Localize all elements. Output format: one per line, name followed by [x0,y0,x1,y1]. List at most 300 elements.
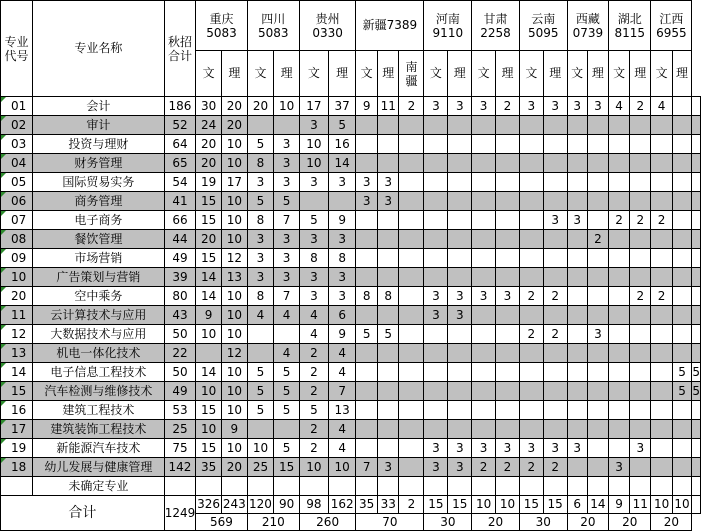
quota-cell: 3 [274,173,300,192]
quota-cell [630,325,651,344]
totals-label: 合计 [1,496,165,531]
quota-cell [496,230,520,249]
quota-cell [692,401,701,420]
quota-cell [496,420,520,439]
quota-cell [519,135,543,154]
header-li: 理 [377,51,399,97]
quota-cell [496,154,520,173]
quota-cell [448,344,472,363]
major-name: 建筑装饰工程技术 [33,420,165,439]
quota-cell [519,154,543,173]
header-province-henan: 河南 9110 [424,1,472,51]
quota-cell [543,268,567,287]
quota-cell [587,192,608,211]
major-total: 41 [164,192,196,211]
quota-cell: 10 [196,325,222,344]
quota-cell: 4 [274,306,300,325]
quota-cell: 3 [543,97,567,116]
quota-cell [496,249,520,268]
quota-cell: 3 [247,249,274,268]
quota-cell [543,192,567,211]
quota-cell: 25 [247,458,274,477]
quota-cell: 15 [196,401,222,420]
group-total: 210 [247,514,299,531]
quota-cell [377,154,399,173]
quota-cell: 20 [221,458,247,477]
quota-cell: 8 [299,249,328,268]
quota-cell [692,249,701,268]
quota-cell: 8 [377,287,399,306]
header-li: 理 [630,51,651,97]
quota-cell [651,363,672,382]
quota-cell [609,401,630,420]
major-total: 64 [164,135,196,154]
quota-cell [496,211,520,230]
major-total: 142 [164,458,196,477]
quota-cell [519,116,543,135]
totals-cell: 6 [567,496,587,514]
quota-cell [424,116,448,135]
quota-cell [672,325,692,344]
quota-cell: 10 [328,458,355,477]
quota-cell [274,116,300,135]
quota-cell: 3 [274,135,300,154]
quota-cell: 14 [196,287,222,306]
totals-row [1,496,701,514]
quota-cell [630,135,651,154]
quota-cell [196,344,222,363]
totals-cell: 15 [424,496,448,514]
quota-cell [587,287,608,306]
quota-cell: 10 [196,382,222,401]
quota-cell [519,306,543,325]
major-name: 机电一体化技术 [33,344,165,363]
totals-cell: 2 [399,496,424,514]
quota-cell [377,344,399,363]
quota-cell: 2 [630,97,651,116]
quota-cell [587,154,608,173]
quota-cell [651,173,672,192]
quota-cell [356,154,378,173]
quota-cell [567,325,587,344]
group-total: 20 [472,514,520,531]
quota-cell: 5 [274,439,300,458]
quota-cell: 4 [328,420,355,439]
table-row [1,382,701,401]
quota-cell [587,439,608,458]
quota-cell [692,439,701,458]
quota-cell [424,382,448,401]
quota-cell: 8 [247,154,274,173]
quota-cell: 10 [299,135,328,154]
quota-cell: 2 [399,97,424,116]
major-total: 44 [164,230,196,249]
major-code: 08 [1,230,33,249]
quota-cell [399,268,424,287]
quota-cell [356,439,378,458]
quota-cell [543,230,567,249]
quota-cell: 2 [519,458,543,477]
header-province-xinjiang: 新疆7389 [356,1,424,51]
quota-cell: 11 [377,97,399,116]
quota-cell [672,458,692,477]
quota-cell [472,249,496,268]
totals-cell [692,496,701,514]
quota-cell [274,420,300,439]
header-province-yunnan: 云南 5095 [519,1,567,51]
quota-cell [519,420,543,439]
quota-cell [672,420,692,439]
quota-cell: 3 [424,287,448,306]
quota-cell: 2 [299,344,328,363]
quota-cell [609,420,630,439]
totals-cell: 15 [448,496,472,514]
quota-cell: 10 [221,230,247,249]
quota-cell: 9 [356,97,378,116]
major-total: 75 [164,439,196,458]
quota-cell [567,230,587,249]
major-name: 建筑工程技术 [33,401,165,420]
quota-cell: 10 [221,306,247,325]
major-name: 广告策划与营销 [33,268,165,287]
totals-cell: 243 [221,496,247,514]
major-total: 43 [164,306,196,325]
quota-cell [587,173,608,192]
quota-cell [692,458,701,477]
quota-cell [567,116,587,135]
group-total: 20 [609,514,651,531]
quota-cell [630,173,651,192]
table-row [1,249,701,268]
quota-cell [609,249,630,268]
quota-cell: 3 [377,458,399,477]
table-row [1,325,701,344]
quota-cell [399,458,424,477]
quota-cell: 12 [221,344,247,363]
quota-cell [587,477,608,496]
quota-cell: 17 [299,97,328,116]
quota-cell [424,230,448,249]
quota-cell: 9 [328,211,355,230]
quota-cell [651,325,672,344]
quota-cell [630,192,651,211]
quota-cell [247,344,274,363]
quota-cell [472,325,496,344]
quota-cell: 8 [247,287,274,306]
header-li: 理 [587,51,608,97]
quota-cell: 10 [299,458,328,477]
quota-cell [496,135,520,154]
table-row [1,401,701,420]
header-wen: 文 [609,51,630,97]
quota-cell: 10 [221,401,247,420]
quota-cell [448,268,472,287]
totals-cell: 11 [630,496,651,514]
major-name: 审计 [33,116,165,135]
quota-cell [630,458,651,477]
quota-cell [356,268,378,287]
major-name: 国际贸易实务 [33,173,165,192]
quota-cell: 2 [587,230,608,249]
quota-cell [609,135,630,154]
quota-cell: 3 [519,97,543,116]
table-row [1,173,701,192]
quota-cell: 2 [630,211,651,230]
quota-cell [587,420,608,439]
header-wen: 文 [472,51,496,97]
header-li: 理 [672,51,692,97]
quota-cell: 2 [496,458,520,477]
major-code: 06 [1,192,33,211]
quota-cell [448,173,472,192]
quota-cell [587,211,608,230]
quota-cell [567,363,587,382]
quota-cell: 3 [519,439,543,458]
quota-cell: 12 [221,249,247,268]
quota-cell [356,382,378,401]
major-total: 52 [164,116,196,135]
major-code: 19 [1,439,33,458]
quota-cell: 3 [274,154,300,173]
quota-cell: 15 [196,211,222,230]
quota-cell [567,382,587,401]
quota-cell [274,477,300,496]
header-li: 理 [496,51,520,97]
quota-cell [399,382,424,401]
quota-cell [399,154,424,173]
quota-cell [448,154,472,173]
header-wen: 文 [299,51,328,97]
quota-cell: 14 [196,363,222,382]
quota-cell [356,344,378,363]
quota-cell [672,154,692,173]
quota-cell [672,97,692,116]
quota-cell [519,211,543,230]
header-province-guizhou: 贵州 0330 [299,1,356,51]
quota-cell: 4 [247,306,274,325]
quota-cell: 3 [448,458,472,477]
totals-cell: 10 [472,496,496,514]
major-code: 03 [1,135,33,154]
quota-cell [472,344,496,363]
quota-cell [672,344,692,363]
quota-cell: 3 [299,287,328,306]
quota-cell [692,154,701,173]
quota-cell: 9 [328,325,355,344]
major-total: 80 [164,287,196,306]
quota-cell: 20 [221,116,247,135]
quota-cell [399,230,424,249]
quota-cell [496,192,520,211]
quota-cell [247,325,274,344]
quota-cell: 2 [630,287,651,306]
header-code: 专业 代号 [1,1,33,97]
major-code: 01 [1,97,33,116]
quota-cell: 5 [247,382,274,401]
quota-cell [519,192,543,211]
quota-cell [630,306,651,325]
quota-cell: 3 [274,268,300,287]
quota-cell: 3 [567,439,587,458]
quota-cell [356,420,378,439]
quota-cell: 5 [299,211,328,230]
header-nanjiang: 南 疆 [399,51,424,97]
major-name: 电子商务 [33,211,165,230]
quota-cell: 10 [221,287,247,306]
quota-cell: 3 [356,192,378,211]
quota-cell [651,477,672,496]
quota-cell: 3 [496,439,520,458]
quota-cell [356,116,378,135]
quota-cell [472,306,496,325]
quota-cell: 2 [543,325,567,344]
quota-cell: 5 [247,401,274,420]
quota-cell [356,249,378,268]
quota-cell [651,230,672,249]
quota-cell [630,363,651,382]
quota-cell [543,154,567,173]
quota-cell [472,268,496,287]
quota-cell: 3 [543,439,567,458]
quota-cell: 5 [247,135,274,154]
major-code: 16 [1,401,33,420]
quota-cell [377,477,399,496]
quota-cell: 3 [299,116,328,135]
totals-cell: 10 [672,496,692,514]
header-wen: 文 [247,51,274,97]
header-li: 理 [274,51,300,97]
quota-cell [448,420,472,439]
quota-cell: 3 [609,458,630,477]
quota-cell [448,116,472,135]
quota-cell: 5 [274,192,300,211]
quota-cell: 3 [274,249,300,268]
totals-cell: 326 [196,496,222,514]
header-name: 专业名称 [33,1,165,97]
quota-cell: 10 [221,439,247,458]
quota-cell [567,287,587,306]
quota-cell: 4 [328,439,355,458]
quota-cell [328,477,355,496]
quota-cell [356,135,378,154]
quota-cell: 8 [328,249,355,268]
quota-cell: 20 [221,97,247,116]
quota-cell [543,116,567,135]
quota-cell [448,401,472,420]
quota-cell [692,116,701,135]
quota-cell: 16 [328,135,355,154]
quota-cell [399,420,424,439]
quota-cell [399,287,424,306]
quota-cell [651,458,672,477]
header-li: 理 [328,51,355,97]
quota-cell [399,439,424,458]
quota-cell: 9 [221,420,247,439]
quota-cell [472,230,496,249]
quota-cell [543,249,567,268]
quota-cell [630,477,651,496]
quota-cell: 3 [424,97,448,116]
quota-cell [448,211,472,230]
quota-cell: 6 [328,306,355,325]
quota-cell: 5 [274,401,300,420]
quota-cell [651,154,672,173]
quota-cell [630,401,651,420]
quota-cell: 10 [299,154,328,173]
header-province-xizang: 西藏 0739 [567,1,609,51]
totals-cell: 14 [587,496,608,514]
quota-cell [448,325,472,344]
table-row [1,344,701,363]
quota-cell: 10 [221,363,247,382]
quota-cell: 5 [247,363,274,382]
quota-cell [692,135,701,154]
quota-cell: 3 [567,211,587,230]
quota-cell [448,192,472,211]
quota-cell [587,135,608,154]
quota-cell: 10 [221,382,247,401]
quota-cell [424,477,448,496]
quota-cell [630,382,651,401]
quota-cell [567,192,587,211]
quota-cell: 20 [196,135,222,154]
totals-cell: 10 [496,496,520,514]
quota-cell [399,401,424,420]
major-name: 餐饮管理 [33,230,165,249]
quota-cell [472,420,496,439]
quota-cell [672,135,692,154]
quota-cell [472,363,496,382]
quota-cell [496,363,520,382]
quota-cell [672,249,692,268]
quota-cell: 19 [196,173,222,192]
quota-cell [424,325,448,344]
quota-cell [519,363,543,382]
quota-cell: 10 [221,192,247,211]
table-row [1,211,701,230]
quota-cell [399,249,424,268]
quota-cell: 10 [196,420,222,439]
quota-cell [377,363,399,382]
quota-cell: 10 [221,154,247,173]
quota-cell: 2 [299,382,328,401]
quota-cell: 3 [448,439,472,458]
quota-cell: 14 [328,154,355,173]
quota-cell [356,230,378,249]
quota-cell [496,173,520,192]
quota-cell: 3 [424,306,448,325]
quota-cell [377,135,399,154]
quota-cell [651,382,672,401]
quota-cell [567,458,587,477]
quota-cell [377,116,399,135]
quota-cell: 3 [543,211,567,230]
quota-cell: 3 [377,192,399,211]
quota-cell [651,306,672,325]
quota-cell [472,401,496,420]
quota-cell: 2 [519,325,543,344]
quota-cell [609,116,630,135]
quota-cell: 3 [448,306,472,325]
quota-cell [587,382,608,401]
quota-cell: 3 [448,97,472,116]
quota-cell [424,135,448,154]
group-total: 30 [424,514,472,531]
group-total: 70 [356,514,424,531]
quota-cell: 3 [567,97,587,116]
quota-cell [377,420,399,439]
quota-cell: 10 [274,97,300,116]
